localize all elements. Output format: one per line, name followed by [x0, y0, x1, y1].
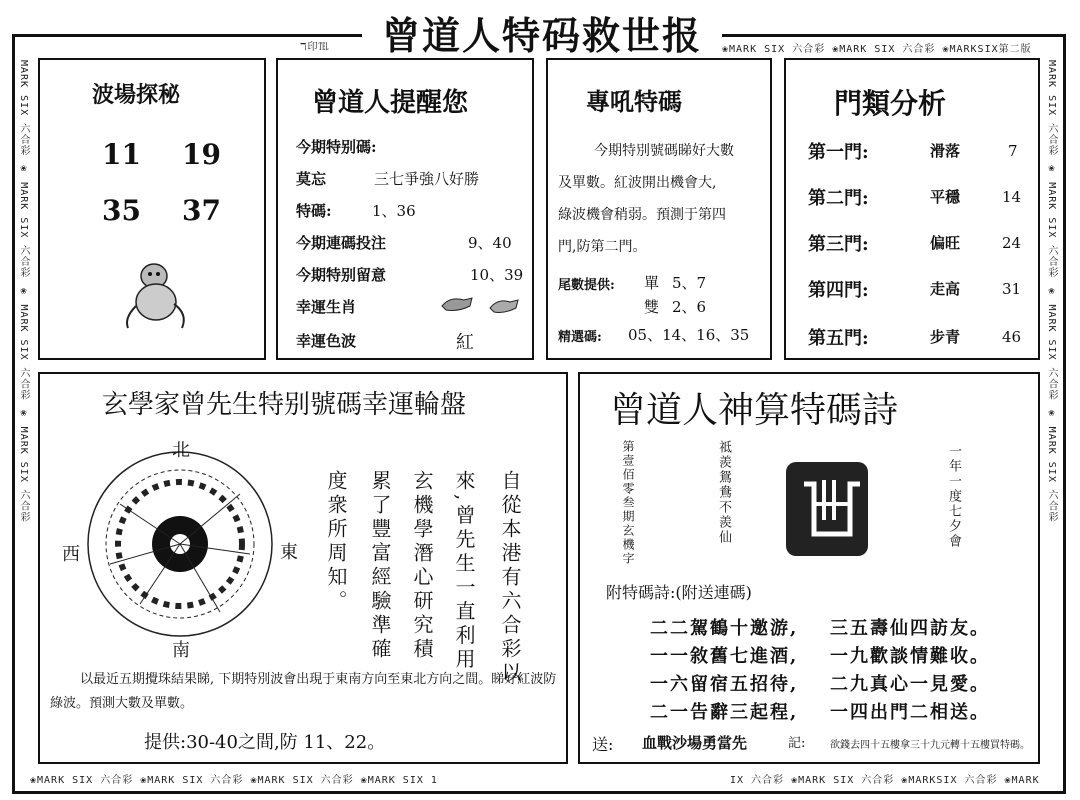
doors-box — [784, 58, 1040, 360]
poem-line-left: 一一敘舊七進酒, — [650, 646, 799, 667]
poem-line-left: 一六留宿五招待, — [650, 674, 799, 695]
poem-send-label: 送: — [592, 735, 614, 754]
tail-value: 5、7 — [672, 274, 707, 292]
tail-key: 雙 — [644, 298, 660, 316]
tail-value: 2、6 — [672, 298, 707, 316]
poem-line-right: 二九真心一見愛。 — [830, 674, 990, 695]
remind-value: 三七爭強八好勝 — [374, 170, 480, 188]
lucky-wheel-diagram — [80, 444, 280, 644]
header-left-note: ℸ印℡ — [300, 42, 330, 53]
doors-title: 門類分析 — [834, 87, 947, 120]
special-title: 專吼特碼 — [586, 88, 682, 116]
door-name: 第三門: — [808, 234, 869, 255]
door-number: 24 — [1002, 234, 1022, 252]
door-name: 第四門: — [808, 280, 869, 301]
direction-west: 西 — [62, 544, 80, 565]
door-desc: 偏旺 — [930, 234, 961, 252]
remind-label: 幸運生肖 — [296, 298, 357, 316]
special-paragraph-line: 今期特別號碼睇好大數 — [594, 143, 734, 159]
special-paragraph-line: 及單數。紅波開出機會大, — [558, 175, 717, 191]
remind-label: 特碼: — [296, 202, 332, 220]
poem-right-column: 一年一度七夕會 — [946, 444, 961, 549]
wheel-title: 玄學家曾先生特别號碼幸運輪盤 — [102, 390, 467, 420]
door-name: 第五門: — [808, 328, 869, 349]
wheel-text-column: 玄機學潛心研究積 — [410, 470, 434, 662]
wheel-text-column: 度衆所周知。 — [324, 470, 348, 614]
special-box — [546, 58, 772, 360]
page-title: 曾道人特码救世报 — [362, 10, 722, 62]
poem-line-right: 三五壽仙四訪友。 — [830, 618, 990, 639]
direction-east: 東 — [280, 542, 298, 563]
pick-label: 精選碼: — [558, 330, 602, 345]
remind-label: 莫忘 — [296, 170, 327, 188]
special-paragraph-line: 門,防第二門。 — [558, 239, 647, 255]
door-desc: 步青 — [930, 328, 961, 346]
poem-line-right: 一四出門二相送。 — [830, 702, 990, 723]
poem-box — [578, 372, 1040, 764]
poem-line-left: 二一告辭三起程, — [650, 702, 799, 723]
zodiac-animals-icon — [438, 292, 522, 316]
remind-value: 10、39 — [470, 266, 524, 284]
bochang-box — [38, 58, 266, 360]
poem-note-value: 欲錢去四十五樓拿三十九元轉十五樓買特碼。 — [830, 740, 1030, 751]
wheel-note: 以最近五期攪珠結果睇, 下期特別波會出現于東南方向至東北方向之間。睇好紅波防綠波。預測大數及單數。 — [50, 672, 557, 711]
remind-value: 紅 — [456, 332, 474, 353]
left-side-strip: MARK SIX 六合彩 ❀ MARK SIX 六合彩 ❀ MARK SIX 六合彩 ❀ MARK SIX 六合彩 — [18, 60, 29, 523]
poem-send-value: 血戰沙場勇當先 — [642, 734, 748, 752]
door-number: 46 — [1002, 328, 1022, 346]
remind-label: 今期連碼投注 — [296, 234, 387, 252]
wheel-text-column: 來,曾先生一直利用 — [452, 470, 476, 673]
remind-label: 幸運色波 — [296, 332, 357, 350]
poem-note-label: 記: — [788, 736, 806, 751]
pick-value: 05、14、16、35 — [628, 326, 750, 344]
bochang-title: 波場探秘 — [92, 82, 181, 108]
remind-title: 曾道人提醒您 — [312, 88, 469, 118]
door-desc: 走高 — [930, 280, 961, 298]
remind-value: 1、36 — [372, 202, 416, 220]
tail-label: 尾數提供: — [558, 278, 615, 293]
bochang-number: 19 — [182, 138, 221, 171]
remind-label: 今期特别留意 — [296, 266, 387, 284]
right-side-strip: MARK SIX 六合彩 ❀ MARK SIX 六合彩 ❀ MARK SIX 六合彩 ❀ MARK SIX 六合彩 — [1046, 60, 1057, 523]
wheel-text-column: 自從本港有六合彩以 — [498, 470, 522, 686]
tail-key: 單 — [644, 274, 660, 292]
bochang-number: 37 — [182, 194, 221, 227]
bottom-left-strip: ❀MARK SIX 六合彩 ❀MARK SIX 六合彩 ❀MARK SIX 六合彩 ❀MARK SIX 1 — [30, 775, 438, 786]
poem-line-right: 一九歡談情難收。 — [830, 646, 990, 667]
header-right-strip: ❀MARK SIX 六合彩 ❀MARK SIX 六合彩 ❀MARKSIX第二版 — [722, 44, 1032, 55]
door-desc: 平穩 — [930, 188, 961, 206]
wheel-text-column: 累了豐富經驗準確 — [368, 470, 392, 662]
remind-box — [276, 58, 534, 360]
special-paragraph-line: 綠波機會稍弱。預測于第四 — [558, 207, 726, 223]
door-number: 7 — [1008, 142, 1018, 160]
door-name: 第二門: — [808, 188, 869, 209]
poem-subtitle: 附特碼詩:(附送連碼) — [606, 583, 752, 602]
bochang-number: 11 — [102, 138, 141, 171]
poem-line-left: 二二駕鶴十邀游, — [650, 618, 799, 639]
remind-value: 9、40 — [468, 234, 512, 252]
door-number: 14 — [1002, 188, 1022, 206]
door-name: 第一門: — [808, 142, 869, 163]
door-number: 31 — [1002, 280, 1022, 298]
poem-title: 曾道人神算特碼詩 — [610, 390, 899, 431]
bochang-number: 35 — [102, 194, 141, 227]
monkey-illustration-icon — [118, 256, 194, 332]
wheel-provide: 提供:30-40之間,防 11、22。 — [144, 732, 386, 753]
direction-north: 北 — [172, 440, 190, 461]
wheel-box — [38, 372, 568, 764]
seal-stamp-icon — [762, 450, 892, 568]
poem-issue-column: 第壹佰零叁期玄機字 — [621, 440, 635, 566]
remind-label: 今期特别碼: — [296, 138, 377, 156]
door-desc: 滑落 — [930, 142, 961, 160]
poem-mid-column: 祗羨鴛鴦不羨仙 — [716, 440, 731, 545]
bottom-right-strip: IX 六合彩 ❀MARK SIX 六合彩 ❀MARKSIX 六合彩 ❀MARK — [730, 775, 1040, 786]
direction-south: 南 — [172, 640, 190, 661]
